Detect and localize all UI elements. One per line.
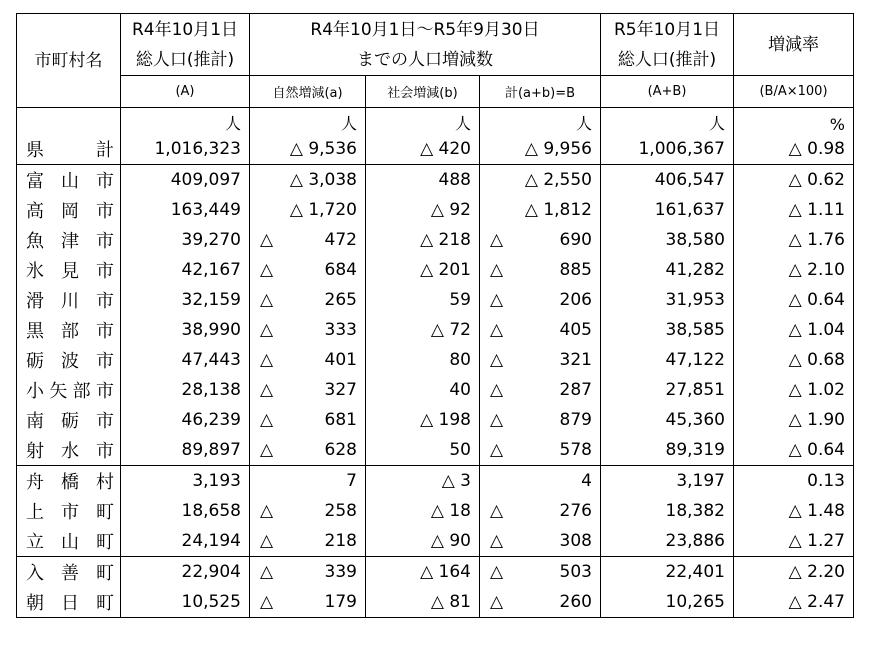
municipality-name: 砺 波 市 <box>17 345 121 375</box>
pop-curr-cell: 45,360 <box>601 405 734 435</box>
negative-triangle-icon: △ <box>420 139 434 159</box>
negative-triangle-icon: △ <box>430 592 444 612</box>
municipality-name: 富 山 市 <box>17 165 121 196</box>
municipality-name: 舟 橋 村 <box>17 466 121 497</box>
negative-triangle-icon: △ <box>490 350 504 370</box>
population-table <box>16 13 854 618</box>
pop-curr-cell: 22,401 <box>601 557 734 588</box>
negative-triangle-icon: △ <box>788 170 802 190</box>
social-change-cell: 59 <box>366 285 480 315</box>
municipality-name: 小 矢 部 市 <box>17 375 121 405</box>
header-pop-curr: R5年10月1日 総人口(推計) <box>601 14 734 76</box>
table-row <box>17 315 854 345</box>
subheader-total: 計(a+b)=B <box>480 76 601 108</box>
negative-triangle-icon: △ <box>524 139 538 159</box>
table-row <box>17 557 854 588</box>
header-change: R4年10月1日～R5年9月30日 までの人口増減数 <box>250 14 601 76</box>
pop-prev-cell: 22,904 <box>121 557 250 588</box>
negative-triangle-icon: △ <box>490 562 504 582</box>
table-row <box>17 255 854 285</box>
negative-triangle-icon: △ <box>490 501 504 521</box>
rate-cell: △ 2.10 <box>734 255 854 285</box>
social-change-cell: △ 164 <box>366 557 480 588</box>
table-row <box>17 285 854 315</box>
table-row <box>17 496 854 526</box>
subheader-natural: 自然増減(a) <box>250 76 366 108</box>
pop-prev-cell: 38,990 <box>121 315 250 345</box>
unit-name <box>17 108 121 135</box>
negative-triangle-icon: △ <box>430 501 444 521</box>
total-change-cell: 4 <box>480 466 601 497</box>
social-change-cell: △ 90 <box>366 526 480 557</box>
total-change-cell: △ 503 <box>480 557 601 588</box>
negative-triangle-icon: △ <box>260 592 274 612</box>
table-row <box>17 466 854 497</box>
rate-cell: △ 1.76 <box>734 225 854 255</box>
pop-curr-cell: 38,585 <box>601 315 734 345</box>
subheader-a: (A) <box>121 76 250 108</box>
pop-prev-cell: 409,097 <box>121 165 250 196</box>
negative-triangle-icon: △ <box>260 230 274 250</box>
table-row <box>17 405 854 435</box>
subheader-ab: (A+B) <box>601 76 734 108</box>
rate-cell: △ 0.62 <box>734 165 854 196</box>
social-change-cell: △ 81 <box>366 587 480 618</box>
negative-triangle-icon: △ <box>788 562 802 582</box>
negative-triangle-icon: △ <box>490 260 504 280</box>
rate-cell: △ 2.20 <box>734 557 854 588</box>
total-change-cell: △ 690 <box>480 225 601 255</box>
total-change-cell: △ 308 <box>480 526 601 557</box>
negative-triangle-icon: △ <box>260 501 274 521</box>
municipality-name: 上 市 町 <box>17 496 121 526</box>
pop-prev-cell: 28,138 <box>121 375 250 405</box>
rate-cell: △ 0.64 <box>734 285 854 315</box>
negative-triangle-icon: △ <box>420 410 434 430</box>
social-change-cell: △ 198 <box>366 405 480 435</box>
pop-curr-cell: 18,382 <box>601 496 734 526</box>
table-row <box>17 526 854 557</box>
table-row <box>17 345 854 375</box>
pop-curr-cell: 406,547 <box>601 165 734 196</box>
rate-cell: △ 1.02 <box>734 375 854 405</box>
pop-prev-cell: 1,016,323 <box>121 134 250 165</box>
rate-cell: 0.13 <box>734 466 854 497</box>
negative-triangle-icon: △ <box>260 440 274 460</box>
pop-prev-cell: 47,443 <box>121 345 250 375</box>
pop-curr-cell: 47,122 <box>601 345 734 375</box>
header-pop-prev: R4年10月1日 総人口(推計) <box>121 14 250 76</box>
negative-triangle-icon: △ <box>524 170 538 190</box>
negative-triangle-icon: △ <box>788 320 802 340</box>
table-row <box>17 165 854 196</box>
municipality-name: 黒 部 市 <box>17 315 121 345</box>
total-change-cell: △ 578 <box>480 435 601 466</box>
negative-triangle-icon: △ <box>420 260 434 280</box>
table-row <box>17 375 854 405</box>
total-change-cell: △ 405 <box>480 315 601 345</box>
table-row <box>17 134 854 165</box>
unit-person: 人 <box>480 108 601 135</box>
total-change-cell: △ 2,550 <box>480 165 601 196</box>
rate-cell: △ 1.11 <box>734 195 854 225</box>
pop-prev-cell: 32,159 <box>121 285 250 315</box>
negative-triangle-icon: △ <box>260 380 274 400</box>
pop-prev-cell: 10,525 <box>121 587 250 618</box>
natural-change-cell: △ 401 <box>250 345 366 375</box>
natural-change-cell: △ 339 <box>250 557 366 588</box>
negative-triangle-icon: △ <box>788 230 802 250</box>
negative-triangle-icon: △ <box>490 290 504 310</box>
natural-change-cell: △ 472 <box>250 225 366 255</box>
pop-curr-cell: 161,637 <box>601 195 734 225</box>
natural-change-cell: △ 258 <box>250 496 366 526</box>
social-change-cell: 80 <box>366 345 480 375</box>
negative-triangle-icon: △ <box>289 170 303 190</box>
rate-cell: △ 1.90 <box>734 405 854 435</box>
negative-triangle-icon: △ <box>490 230 504 250</box>
rate-cell: △ 1.27 <box>734 526 854 557</box>
negative-triangle-icon: △ <box>490 440 504 460</box>
social-change-cell: 50 <box>366 435 480 466</box>
pop-prev-cell: 89,897 <box>121 435 250 466</box>
negative-triangle-icon: △ <box>524 200 538 220</box>
pop-prev-cell: 24,194 <box>121 526 250 557</box>
negative-triangle-icon: △ <box>788 200 802 220</box>
natural-change-cell: △ 628 <box>250 435 366 466</box>
rate-cell: △ 0.64 <box>734 435 854 466</box>
unit-person: 人 <box>366 108 480 135</box>
natural-change-cell: △ 3,038 <box>250 165 366 196</box>
negative-triangle-icon: △ <box>788 501 802 521</box>
negative-triangle-icon: △ <box>788 440 802 460</box>
social-change-cell: 40 <box>366 375 480 405</box>
total-change-cell: △ 879 <box>480 405 601 435</box>
negative-triangle-icon: △ <box>788 592 802 612</box>
unit-person: 人 <box>121 108 250 135</box>
table-row <box>17 225 854 255</box>
negative-triangle-icon: △ <box>260 350 274 370</box>
social-change-cell: △ 201 <box>366 255 480 285</box>
rate-cell: △ 1.48 <box>734 496 854 526</box>
negative-triangle-icon: △ <box>788 531 802 551</box>
natural-change-cell: △ 9,536 <box>250 134 366 165</box>
municipality-name: 朝 日 町 <box>17 587 121 618</box>
negative-triangle-icon: △ <box>260 260 274 280</box>
pop-prev-cell: 42,167 <box>121 255 250 285</box>
natural-change-cell: △ 327 <box>250 375 366 405</box>
social-change-cell: 488 <box>366 165 480 196</box>
natural-change-cell: △ 333 <box>250 315 366 345</box>
negative-triangle-icon: △ <box>260 531 274 551</box>
municipality-name: 射 水 市 <box>17 435 121 466</box>
municipality-name: 氷 見 市 <box>17 255 121 285</box>
total-change-cell: △ 206 <box>480 285 601 315</box>
negative-triangle-icon: △ <box>260 320 274 340</box>
social-change-cell: △ 218 <box>366 225 480 255</box>
negative-triangle-icon: △ <box>289 139 303 159</box>
natural-change-cell: △ 684 <box>250 255 366 285</box>
negative-triangle-icon: △ <box>788 260 802 280</box>
pop-curr-cell: 3,197 <box>601 466 734 497</box>
unit-person: 人 <box>601 108 734 135</box>
rate-cell: △ 0.68 <box>734 345 854 375</box>
total-change-cell: △ 287 <box>480 375 601 405</box>
natural-change-cell: △ 218 <box>250 526 366 557</box>
header-municipality: 市町村名 <box>17 14 121 108</box>
table-row <box>17 587 854 618</box>
negative-triangle-icon: △ <box>420 230 434 250</box>
rate-cell: △ 0.98 <box>734 134 854 165</box>
negative-triangle-icon: △ <box>490 531 504 551</box>
negative-triangle-icon: △ <box>490 320 504 340</box>
pop-curr-cell: 10,265 <box>601 587 734 618</box>
natural-change-cell: △ 1,720 <box>250 195 366 225</box>
pop-prev-cell: 3,193 <box>121 466 250 497</box>
municipality-name: 高 岡 市 <box>17 195 121 225</box>
total-change-cell: △ 885 <box>480 255 601 285</box>
unit-person: 人 <box>250 108 366 135</box>
subheader-rate: (B/A×100) <box>734 76 854 108</box>
total-change-cell: △ 260 <box>480 587 601 618</box>
pop-curr-cell: 1,006,367 <box>601 134 734 165</box>
unit-percent: % <box>734 108 854 135</box>
pop-prev-cell: 163,449 <box>121 195 250 225</box>
negative-triangle-icon: △ <box>420 562 434 582</box>
municipality-name: 立 山 町 <box>17 526 121 557</box>
negative-triangle-icon: △ <box>490 592 504 612</box>
negative-triangle-icon: △ <box>260 562 274 582</box>
natural-change-cell: △ 179 <box>250 587 366 618</box>
social-change-cell: △ 92 <box>366 195 480 225</box>
negative-triangle-icon: △ <box>788 380 802 400</box>
negative-triangle-icon: △ <box>430 320 444 340</box>
total-change-cell: △ 1,812 <box>480 195 601 225</box>
natural-change-cell: 7 <box>250 466 366 497</box>
negative-triangle-icon: △ <box>788 139 802 159</box>
total-change-cell: △ 321 <box>480 345 601 375</box>
table-row <box>17 435 854 466</box>
municipality-name: 滑 川 市 <box>17 285 121 315</box>
header-rate: 増減率 <box>734 14 854 76</box>
negative-triangle-icon: △ <box>430 531 444 551</box>
natural-change-cell: △ 265 <box>250 285 366 315</box>
total-change-cell: △ 9,956 <box>480 134 601 165</box>
social-change-cell: △ 420 <box>366 134 480 165</box>
negative-triangle-icon: △ <box>289 200 303 220</box>
pop-curr-cell: 89,319 <box>601 435 734 466</box>
subheader-social: 社会増減(b) <box>366 76 480 108</box>
total-change-cell: △ 276 <box>480 496 601 526</box>
negative-triangle-icon: △ <box>788 350 802 370</box>
pop-curr-cell: 27,851 <box>601 375 734 405</box>
pop-curr-cell: 38,580 <box>601 225 734 255</box>
rate-cell: △ 2.47 <box>734 587 854 618</box>
municipality-name: 魚 津 市 <box>17 225 121 255</box>
pop-prev-cell: 39,270 <box>121 225 250 255</box>
negative-triangle-icon: △ <box>490 410 504 430</box>
pop-curr-cell: 23,886 <box>601 526 734 557</box>
negative-triangle-icon: △ <box>788 290 802 310</box>
pop-curr-cell: 41,282 <box>601 255 734 285</box>
pop-prev-cell: 18,658 <box>121 496 250 526</box>
negative-triangle-icon: △ <box>441 471 455 491</box>
pop-curr-cell: 31,953 <box>601 285 734 315</box>
natural-change-cell: △ 681 <box>250 405 366 435</box>
negative-triangle-icon: △ <box>260 290 274 310</box>
table-row <box>17 195 854 225</box>
social-change-cell: △ 3 <box>366 466 480 497</box>
municipality-name: 南 砺 市 <box>17 405 121 435</box>
municipality-name: 入 善 町 <box>17 557 121 588</box>
social-change-cell: △ 72 <box>366 315 480 345</box>
negative-triangle-icon: △ <box>260 410 274 430</box>
social-change-cell: △ 18 <box>366 496 480 526</box>
negative-triangle-icon: △ <box>490 380 504 400</box>
negative-triangle-icon: △ <box>430 200 444 220</box>
negative-triangle-icon: △ <box>788 410 802 430</box>
pop-prev-cell: 46,239 <box>121 405 250 435</box>
rate-cell: △ 1.04 <box>734 315 854 345</box>
municipality-name: 県 計 <box>17 134 121 165</box>
